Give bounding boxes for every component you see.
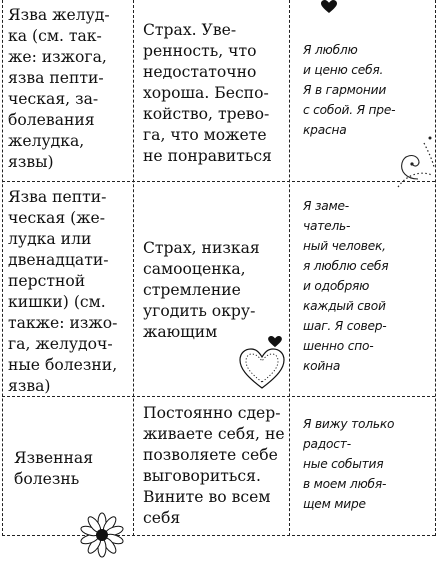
text-line: себя bbox=[143, 509, 181, 527]
text-line: га, желудоч- bbox=[8, 335, 113, 353]
text-line: шенно спо- bbox=[303, 339, 374, 353]
row2-problem-cell bbox=[8, 187, 132, 397]
grid-line-col1 bbox=[133, 0, 134, 536]
row1-problem-cell bbox=[8, 5, 132, 173]
text-line: ческая, за- bbox=[8, 90, 99, 108]
text-line: также: изжо- bbox=[8, 314, 118, 332]
grid-line-left bbox=[2, 0, 3, 536]
text-line: угодить окру- bbox=[143, 302, 256, 320]
row3-affirmation-cell bbox=[303, 414, 433, 514]
text-line: выговориться. bbox=[143, 467, 261, 485]
text-line: каждый свой bbox=[303, 299, 386, 313]
text-line: в моем любя- bbox=[303, 477, 387, 491]
grid-line-bottom bbox=[2, 535, 435, 536]
row2-cause-cell bbox=[143, 238, 291, 343]
text-line: живаете себя, не bbox=[143, 425, 285, 443]
text-line: Язвенная bbox=[14, 449, 94, 467]
grid-line-row1 bbox=[2, 181, 435, 182]
text-line: с собой. Я пре- bbox=[303, 103, 396, 117]
text-line: красна bbox=[303, 123, 347, 137]
text-line: Я вижу только bbox=[303, 417, 395, 431]
text-line: койство, трево- bbox=[143, 105, 270, 123]
text-line: болевания bbox=[8, 111, 95, 129]
text-line: позволяете себе bbox=[143, 446, 278, 464]
text-line: ренность, что bbox=[143, 42, 257, 60]
daisy-icon bbox=[78, 511, 126, 559]
text-line: перстной bbox=[8, 272, 86, 290]
text-line: ные события bbox=[303, 457, 384, 471]
heart-outline-icon bbox=[237, 346, 287, 392]
text-line: шаг. Я совер- bbox=[303, 319, 387, 333]
text-line: и ценю себя. bbox=[303, 63, 384, 77]
text-line: хороша. Беспо- bbox=[143, 84, 269, 102]
swirl-icon bbox=[388, 133, 436, 189]
text-line: не понравиться bbox=[143, 147, 272, 165]
row3-cause-cell bbox=[143, 403, 291, 529]
text-line: кишки) (см. bbox=[8, 293, 106, 311]
heart-icon bbox=[321, 0, 337, 14]
text-line: ческая (же- bbox=[8, 209, 106, 227]
text-line: же: изжога, bbox=[8, 48, 107, 66]
row1-affirmation-cell bbox=[303, 40, 433, 140]
text-line: Я люблю bbox=[303, 43, 358, 57]
text-line: ные болезни, bbox=[8, 356, 118, 374]
text-line: самооценка, bbox=[143, 260, 246, 278]
text-line: Вините во всем bbox=[143, 488, 271, 506]
text-line: радост- bbox=[303, 437, 351, 451]
text-line: койна bbox=[303, 359, 341, 373]
text-line: жающим bbox=[143, 323, 218, 341]
row1-cause-cell bbox=[143, 20, 291, 167]
row3-problem-cell bbox=[14, 448, 132, 490]
text-line: двенадцати- bbox=[8, 251, 109, 269]
text-line: стремление bbox=[143, 281, 241, 299]
text-line: Постоянно сдер- bbox=[143, 404, 281, 422]
text-line: Я в гармонии bbox=[303, 83, 387, 97]
text-line: Язва желуд- bbox=[8, 6, 110, 24]
text-line: болезнь bbox=[14, 470, 80, 488]
grid-line-right bbox=[435, 0, 436, 536]
text-line: желудка, bbox=[8, 132, 85, 150]
text-line: Страх, низкая bbox=[143, 239, 260, 257]
text-line: я люблю себя bbox=[303, 259, 389, 273]
row2-affirmation-cell bbox=[303, 196, 433, 376]
text-line: недостаточно bbox=[143, 63, 257, 81]
text-line: Страх. Уве- bbox=[143, 21, 237, 39]
text-line: чатель- bbox=[303, 219, 351, 233]
text-line: язва) bbox=[8, 377, 51, 395]
text-line: язва пепти- bbox=[8, 69, 104, 87]
text-line: ный человек, bbox=[303, 239, 386, 253]
text-line: га, что можете bbox=[143, 126, 267, 144]
text-line: лудка или bbox=[8, 230, 92, 248]
text-line: Я заме- bbox=[303, 199, 349, 213]
text-line: ка (см. так- bbox=[8, 27, 102, 45]
text-line: язвы) bbox=[8, 153, 54, 171]
text-line: щем мире bbox=[303, 497, 366, 511]
text-line: и одобряю bbox=[303, 279, 370, 293]
text-line: Язва пепти- bbox=[8, 188, 107, 206]
